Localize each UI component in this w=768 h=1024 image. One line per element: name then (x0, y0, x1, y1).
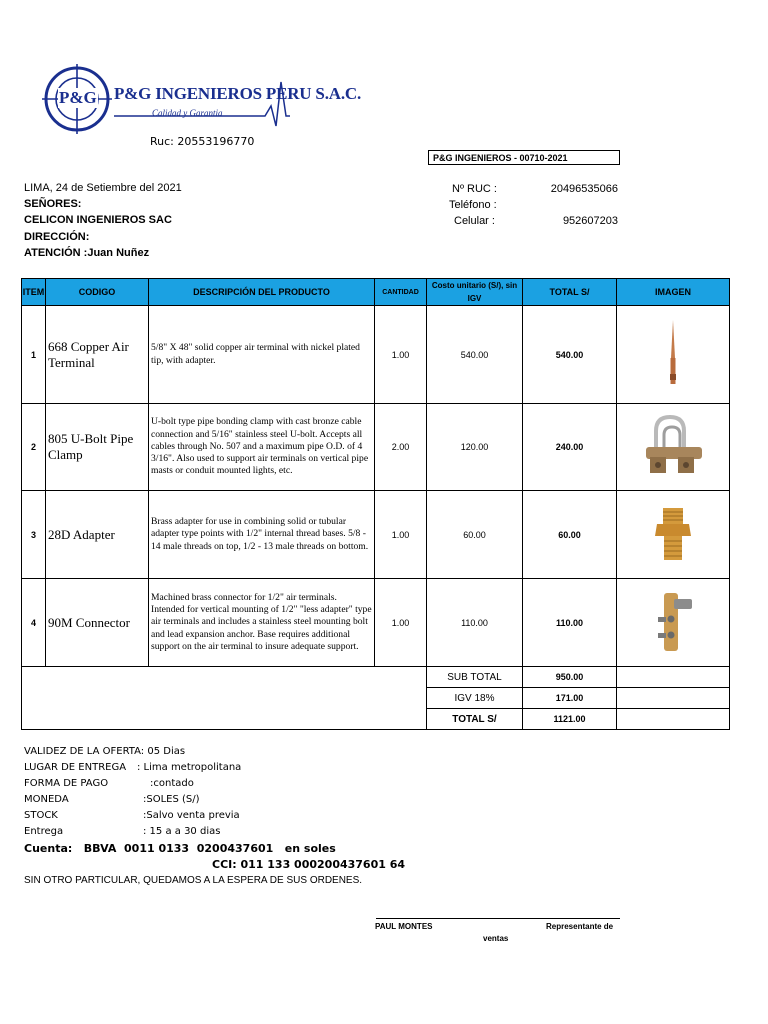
row-cantidad: 1.00 (375, 306, 427, 404)
col-item: ITEM (22, 279, 46, 306)
celular-label: Celular : (454, 215, 495, 227)
total-value: 1121.00 (523, 709, 617, 730)
igv-label: IGV 18% (427, 688, 523, 709)
table-header-row (22, 279, 730, 306)
lugar-label: LUGAR DE ENTREGA (24, 762, 127, 773)
lugar-value: : Lima metropolitana (137, 762, 242, 773)
col-codigo: CODIGO (46, 279, 149, 306)
summary-blank (22, 667, 427, 730)
row-total: 110.00 (523, 579, 617, 667)
bank-account: Cuenta: BBVA 0011 0133 0200437601 en soles (24, 842, 336, 855)
summary-empty-cell (617, 688, 730, 709)
subtotal-value: 950.00 (523, 667, 617, 688)
total-label: TOTAL S/ (427, 709, 523, 730)
validez-oferta: VALIDEZ DE LA OFERTA: 05 Dias (24, 746, 186, 757)
u-bolt-pipe-clamp-icon (638, 411, 708, 481)
row-item: 1 (22, 306, 46, 404)
igv-value: 171.00 (523, 688, 617, 709)
row-item: 3 (22, 491, 46, 579)
row-image (617, 306, 730, 404)
row-total: 60.00 (523, 491, 617, 579)
copper-air-terminal-icon (658, 318, 688, 390)
row-codigo: 668 Copper Air Terminal (46, 306, 149, 404)
quote-number: P&G INGENIEROS - 00710-2021 (428, 150, 620, 165)
closing-text: SIN OTRO PARTICULAR, QUEDAMOS A LA ESPERA DE SUS ORDENES. (24, 875, 363, 886)
signature-line (376, 918, 620, 919)
quote-date: LIMA, 24 de Setiembre del 2021 (24, 182, 182, 194)
row-descripcion: Brass adapter for use in combining solid or tubular adapter type points with 1/2" internal thread bases. 5/8 - 14 male threads on top, 1/2 - 13 male threads on bottom. (149, 491, 375, 579)
row-unitario: 120.00 (427, 404, 523, 491)
items-table (21, 278, 730, 730)
col-costo: Costo unitario (S/), sin IGV (427, 279, 523, 306)
summary-row (22, 667, 730, 688)
brass-adapter-icon (651, 504, 695, 564)
senores-label: SEÑORES: (24, 198, 82, 210)
row-cantidad: 1.00 (375, 491, 427, 579)
row-total: 540.00 (523, 306, 617, 404)
signatory-name: PAUL MONTES (375, 922, 433, 931)
ruc-value: 20496535066 (550, 183, 618, 195)
row-codigo: 28D Adapter (46, 491, 149, 579)
table-row (22, 579, 730, 667)
col-imagen: IMAGEN (617, 279, 730, 306)
row-codigo: 805 U-Bolt Pipe Clamp (46, 404, 149, 491)
subtotal-label: SUB TOTAL (427, 667, 523, 688)
row-total: 240.00 (523, 404, 617, 491)
signatory-role: Representante de (546, 922, 614, 931)
row-codigo: 90M Connector (46, 579, 149, 667)
ruc-label: Nº RUC : (452, 183, 497, 195)
atencion-label: ATENCIÓN :Juan Nuñez (24, 247, 150, 259)
row-unitario: 110.00 (427, 579, 523, 667)
company-ruc: Ruc: 20553196770 (150, 135, 255, 148)
table-row (22, 306, 730, 404)
row-descripcion: U-bolt type pipe bonding clamp with cast bronze cable connection and 5/16" stainless steel U-bolt. Accepts all cables through No. 507 and a maximum pipe O.D. of 4 3/16". Also used to support air terminals on vertical pipe masts or conduit mounted lights, etc. (149, 404, 375, 491)
row-item: 4 (22, 579, 46, 667)
moneda-label: MONEDA (24, 794, 69, 805)
row-image (617, 579, 730, 667)
cci-number: CCI: 011 133 000200437601 64 (212, 858, 406, 871)
summary-empty-cell (617, 709, 730, 730)
forma-pago-label: FORMA DE PAGO (24, 778, 109, 789)
brass-connector-icon (648, 589, 698, 655)
row-unitario: 60.00 (427, 491, 523, 579)
row-unitario: 540.00 (427, 306, 523, 404)
table-row (22, 491, 730, 579)
col-descripcion: DESCRIPCIÓN DEL PRODUCTO (149, 279, 375, 306)
entrega-value: : 15 a a 30 dias (143, 826, 221, 837)
row-cantidad: 2.00 (375, 404, 427, 491)
table-row (22, 404, 730, 491)
col-total: TOTAL S/ (523, 279, 617, 306)
row-cantidad: 1.00 (375, 579, 427, 667)
stock-value: :Salvo venta previa (143, 810, 240, 821)
row-image (617, 404, 730, 491)
direccion-label: DIRECCIÓN: (24, 231, 90, 243)
summary-empty-cell (617, 667, 730, 688)
entrega-label: Entrega (24, 826, 64, 837)
row-item: 2 (22, 404, 46, 491)
company-name: P&G INGENIEROS PERU S.A.C. (114, 84, 361, 103)
logo-initials: P&G (59, 88, 97, 107)
forma-pago-value: :contado (150, 778, 194, 789)
moneda-value: :SOLES (S/) (143, 794, 200, 805)
celular-value: 952607203 (562, 215, 618, 227)
col-cantidad: CANTIDAD (375, 279, 427, 306)
telefono-label: Teléfono : (449, 199, 497, 211)
company-tagline: Calidad y Garantia (152, 108, 223, 118)
row-descripcion: Machined brass connector for 1/2" air terminals. Intended for vertical mounting of 1/2" "less adapter" type air terminals and includes a stainless steel mounting bolt and lead expansion anchor. Base requires additional support on the air terminal to insure adequate support. (149, 579, 375, 667)
signatory-role-line2: ventas (483, 934, 509, 943)
row-descripcion: 5/8" X 48" solid copper air terminal with nickel plated tip, with adapter. (149, 306, 375, 404)
stock-label: STOCK (24, 810, 58, 821)
row-image (617, 491, 730, 579)
client-name: CELICON INGENIEROS SAC (24, 214, 172, 226)
